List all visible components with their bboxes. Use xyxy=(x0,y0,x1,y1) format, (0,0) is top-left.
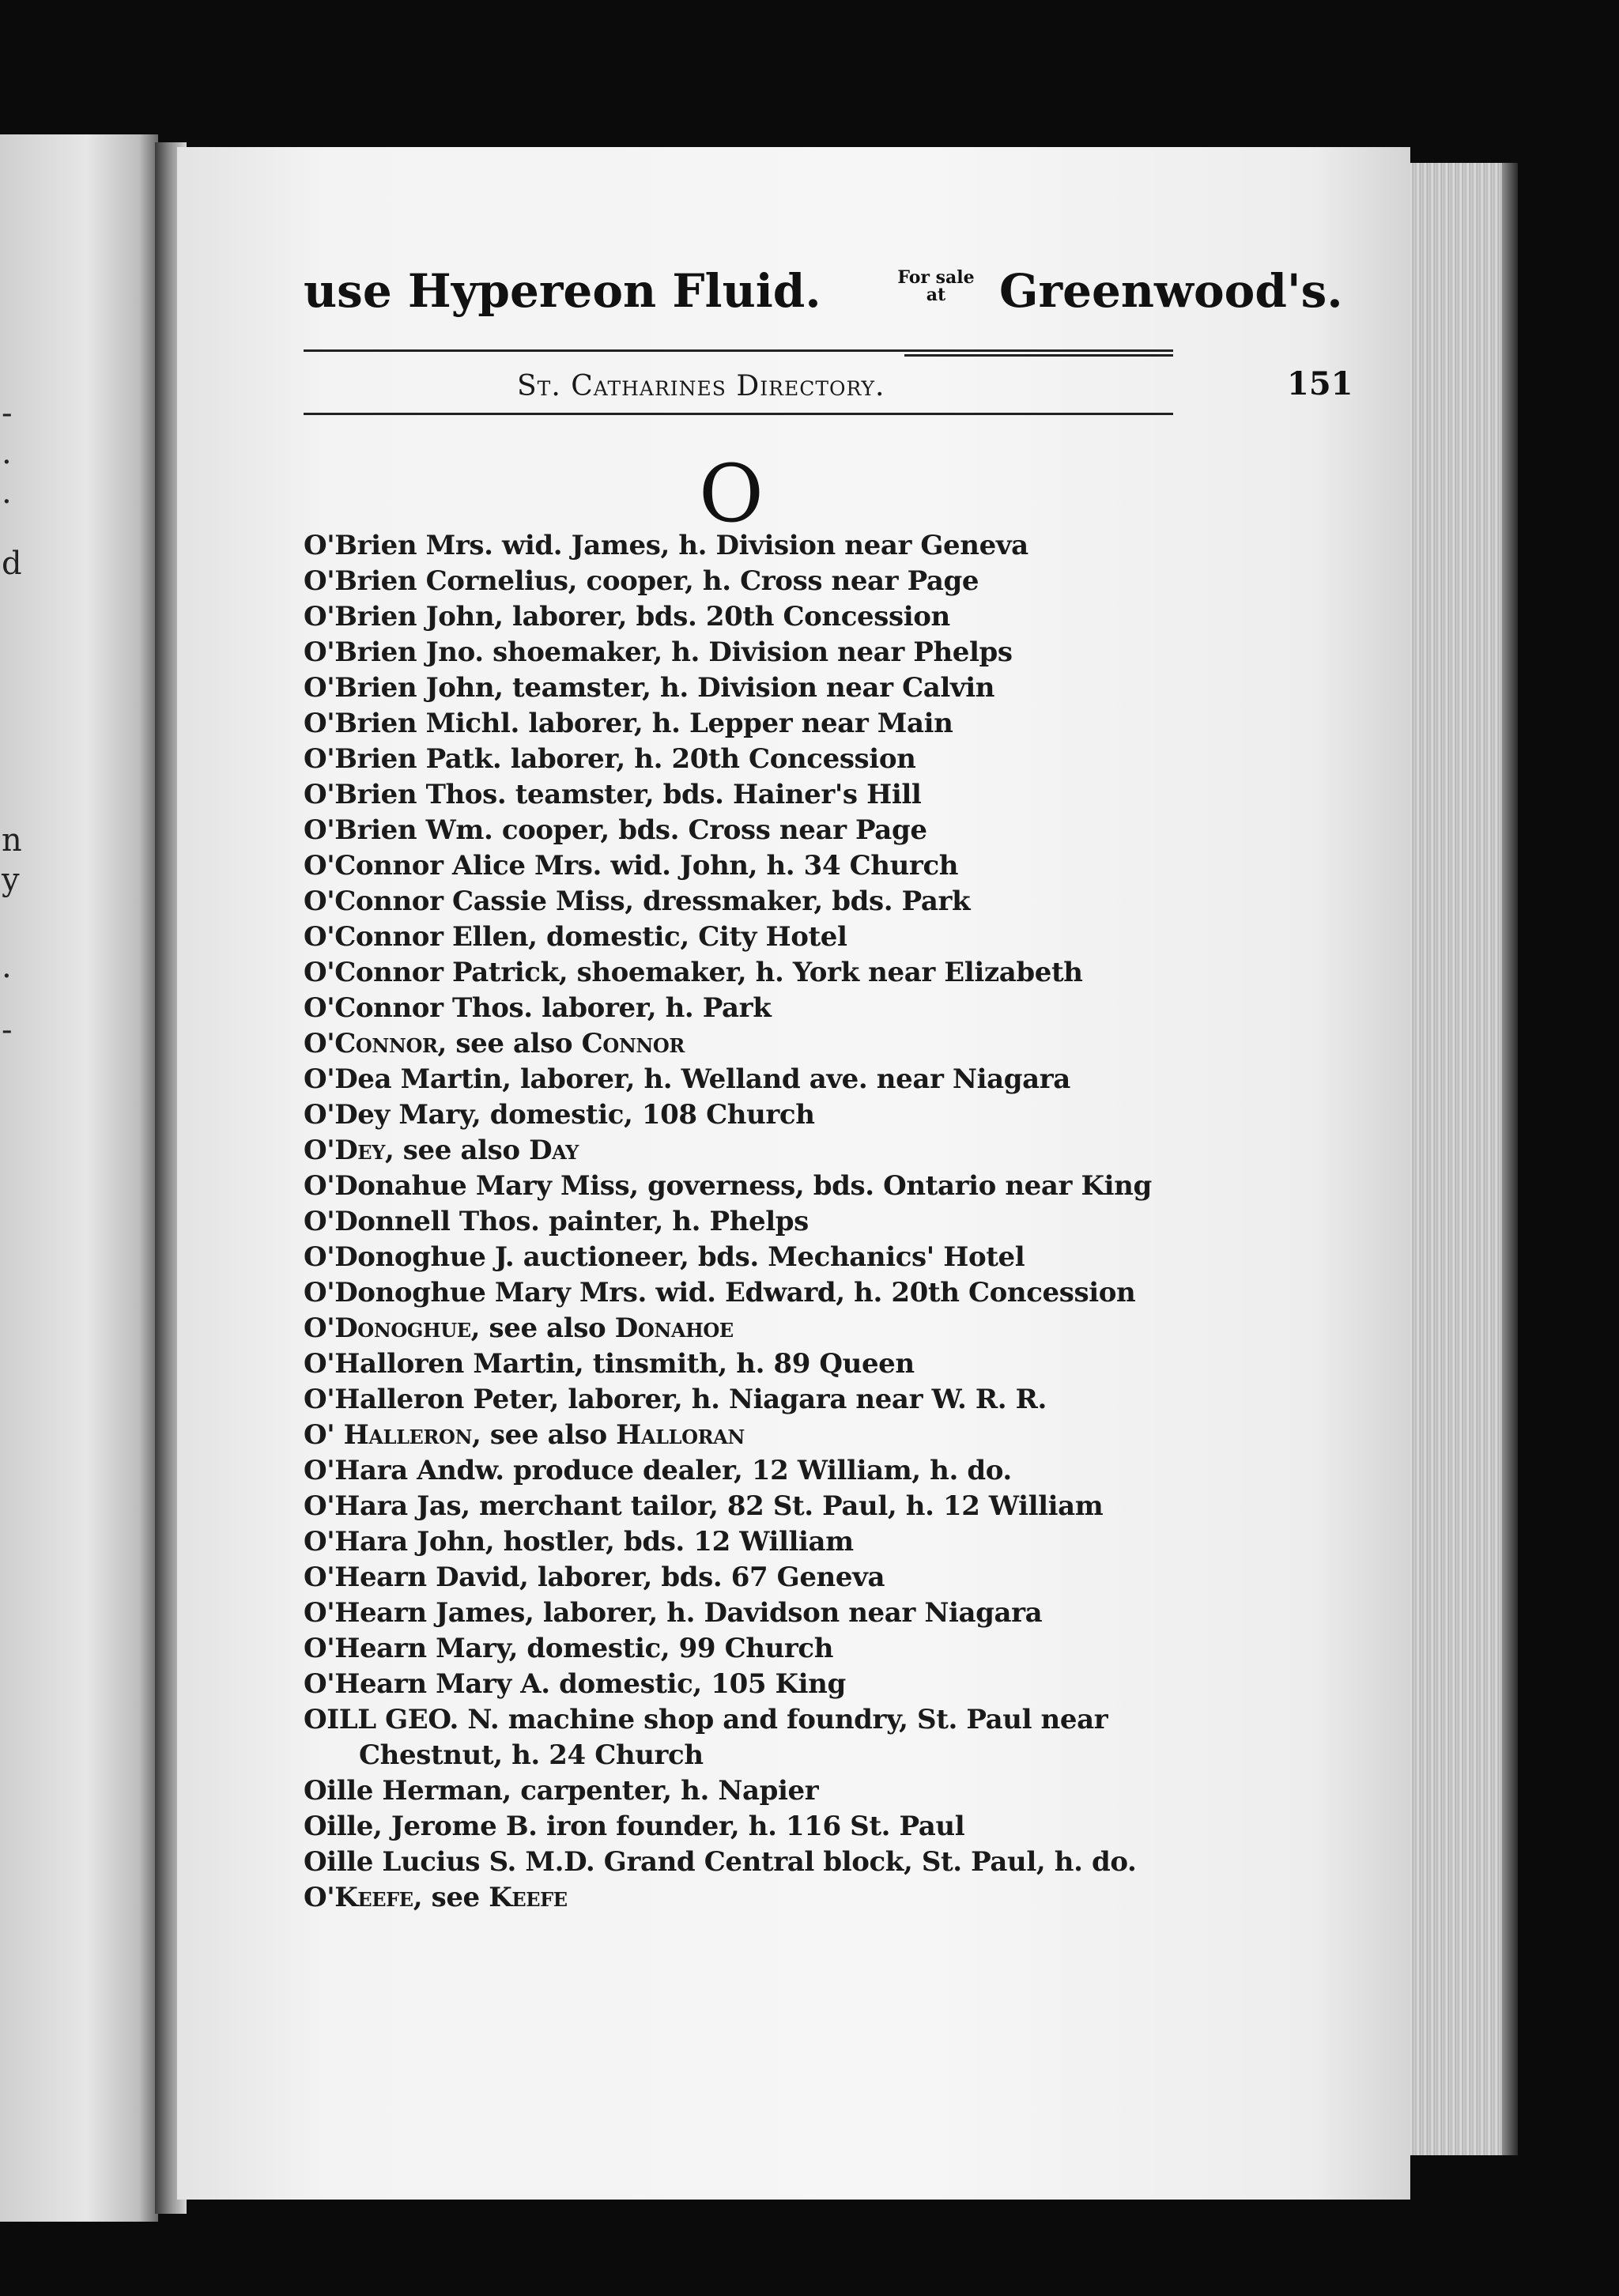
directory-page xyxy=(177,147,1410,2200)
list-item: O'Brien Mrs. wid. James, h. Division near Geneva xyxy=(304,530,1028,561)
xref-target: Day xyxy=(529,1135,579,1166)
directory-entries xyxy=(304,528,1410,1916)
left-facing-page xyxy=(0,134,158,2222)
xref-text: , see also xyxy=(384,1135,530,1166)
xref-target: Connor xyxy=(581,1028,685,1059)
page-number: 151 xyxy=(1287,365,1353,402)
list-item-multiline xyxy=(304,1702,1410,1773)
list-item: O'Hearn James, laborer, h. Davidson near Niagara xyxy=(304,1597,1043,1629)
xref-name: O' Halleron xyxy=(304,1419,473,1451)
ad-rule-top xyxy=(304,349,1173,352)
ad-for-sale-text xyxy=(889,269,983,304)
list-item: O'Brien Wm. cooper, bds. Cross near Page xyxy=(304,814,927,846)
page-edges-stack xyxy=(1399,163,1510,2155)
list-item: O'Hara John, hostler, bds. 12 William xyxy=(304,1526,854,1558)
list-item: O'Donoghue Mary Mrs. wid. Edward, h. 20th Concession xyxy=(304,1277,1136,1308)
cross-reference-item xyxy=(304,1026,1410,1062)
list-item: O'Brien Jno. shoemaker, h. Division near Phelps xyxy=(304,636,1013,668)
cross-reference-item xyxy=(304,1311,1410,1346)
cross-reference-item xyxy=(304,1133,1410,1169)
left-page-margin-fragments: - . . d n y . - xyxy=(2,395,22,1048)
list-item: Oille Lucius S. M.D. Grand Central block, St. Paul, h. do. xyxy=(304,1846,1137,1878)
ad-rule-top-right xyxy=(904,354,1173,357)
list-item: O'Dea Martin, laborer, h. Welland ave. near Niagara xyxy=(304,1063,1070,1095)
list-item: O'Hearn Mary, domestic, 99 Church xyxy=(304,1633,834,1664)
list-item: O'Connor Ellen, domestic, City Hotel xyxy=(304,921,847,953)
xref-text: , see also xyxy=(472,1419,617,1451)
cross-reference-item xyxy=(304,1418,1410,1453)
list-item: Oille Herman, carpenter, h. Napier xyxy=(304,1775,819,1807)
ad-for-sale-top: For sale xyxy=(897,267,975,288)
entry-line-2: Chestnut, h. 24 Church xyxy=(359,1739,704,1771)
list-item: O'Brien Thos. teamster, bds. Hainer's Hill xyxy=(304,779,922,810)
list-item: O'Donoghue J. auctioneer, bds. Mechanics' Hotel xyxy=(304,1241,1025,1273)
cross-reference-item xyxy=(304,1880,1410,1916)
list-item: O'Brien Patk. laborer, h. 20th Concession xyxy=(304,743,916,775)
section-letter: O xyxy=(699,447,764,540)
list-item: O'Dey Mary, domestic, 108 Church xyxy=(304,1099,815,1131)
ad-for-sale-bottom: at xyxy=(926,285,946,305)
list-item: O'Donnell Thos. painter, h. Phelps xyxy=(304,1206,809,1237)
ad-product-text: use Hypereon Fluid. xyxy=(304,264,821,318)
header-rule xyxy=(304,413,1173,415)
advertisement-banner xyxy=(304,264,1363,335)
directory-title: St. Catharines Directory. xyxy=(517,370,885,402)
list-item: O'Hara Jas, merchant tailor, 82 St. Paul, h. 12 William xyxy=(304,1490,1104,1522)
list-item: O'Halloren Martin, tinsmith, h. 89 Queen xyxy=(304,1348,915,1380)
list-item: O'Connor Alice Mrs. wid. John, h. 34 Church xyxy=(304,850,959,882)
list-item: O'Halleron Peter, laborer, h. Niagara near W. R. R. xyxy=(304,1384,1047,1415)
xref-text: , see also xyxy=(470,1312,615,1344)
list-item: O'Connor Patrick, shoemaker, h. York near Elizabeth xyxy=(304,957,1083,988)
list-item: O'Hearn David, laborer, bds. 67 Geneva xyxy=(304,1562,885,1593)
list-item: O'Connor Thos. laborer, h. Park xyxy=(304,992,772,1024)
list-item: O'Hara Andw. produce dealer, 12 William, h. do. xyxy=(304,1455,1012,1486)
xref-target: Keefe xyxy=(489,1882,568,1913)
running-header xyxy=(304,364,1363,411)
xref-text: , see xyxy=(413,1882,489,1913)
xref-text: , see also xyxy=(437,1028,582,1059)
ad-store-text: Greenwood's. xyxy=(999,264,1343,318)
xref-name: O'Keefe xyxy=(304,1882,413,1913)
list-item: O'Hearn Mary A. domestic, 105 King xyxy=(304,1668,846,1700)
entry-line-1: OILL GEO. N. machine shop and foundry, St. Paul near xyxy=(304,1704,1108,1735)
page-edges-shadow xyxy=(1502,163,1518,2155)
xref-target: Donahoe xyxy=(614,1312,734,1344)
list-item: O'Brien John, laborer, bds. 20th Concession xyxy=(304,601,950,633)
xref-name: O'Donoghue xyxy=(304,1312,471,1344)
list-item: O'Brien Cornelius, cooper, h. Cross near Page xyxy=(304,565,979,597)
list-item: O'Brien John, teamster, h. Division near Calvin xyxy=(304,672,995,704)
list-item: Oille, Jerome B. iron founder, h. 116 St. Paul xyxy=(304,1811,965,1842)
list-item: O'Connor Cassie Miss, dressmaker, bds. Park xyxy=(304,886,971,917)
xref-target: Halloran xyxy=(616,1419,745,1451)
list-item: O'Donahue Mary Miss, governess, bds. Ontario near King xyxy=(304,1170,1152,1202)
list-item: O'Brien Michl. laborer, h. Lepper near Main xyxy=(304,708,953,739)
xref-name: O'Connor xyxy=(304,1028,438,1059)
xref-name: O'Dey xyxy=(304,1135,385,1166)
